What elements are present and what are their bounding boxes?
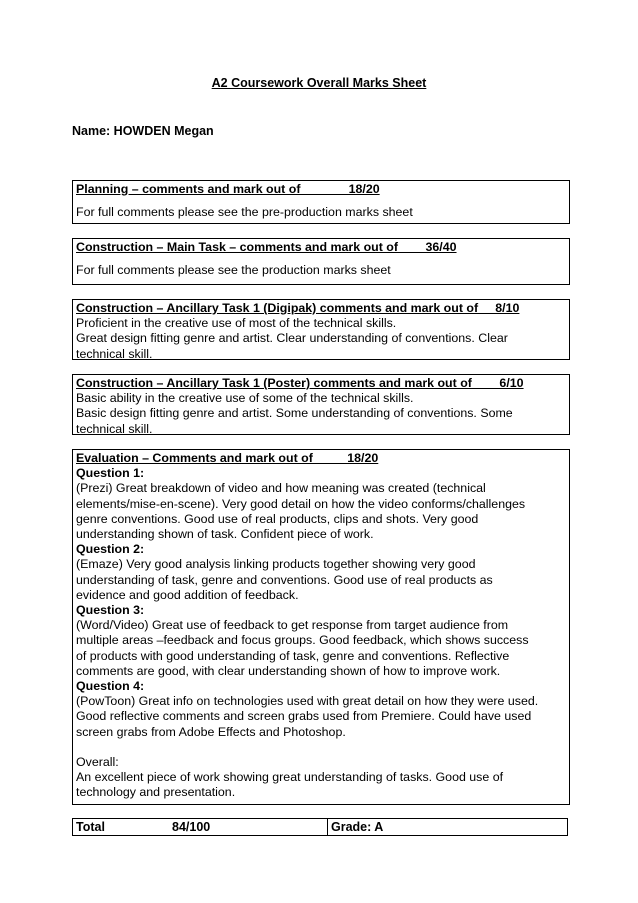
- planning-section: [72, 180, 570, 224]
- construction-main-section: [72, 238, 570, 285]
- comment-line: (PowToon) Great info on technologies used with great detail on how they were used.: [76, 694, 539, 709]
- ancillary-poster-heading: Construction – Ancillary Task 1 (Poster) comments and mark out of 6/10: [76, 376, 524, 390]
- comment-line: elements/mise-en-scene). Very good detail on how the video conforms/challenges: [76, 496, 526, 511]
- total-cell: [73, 819, 328, 836]
- planning-heading: Planning – comments and mark out of 18/20: [76, 182, 380, 196]
- evaluation-heading: Evaluation – Comments and mark out of 18/20: [76, 451, 379, 465]
- comment-line: Basic design fitting genre and artist. Some understanding of conventions. Some: [76, 406, 513, 421]
- construction-main-comment: For full comments please see the production marks sheet: [76, 263, 391, 278]
- comment-line: of products with good understanding of task, genre and conventions. Reflective: [76, 648, 510, 663]
- comment-line: multiple areas –feedback and focus groups. Good feedback, which shows success: [76, 633, 529, 648]
- ancillary-poster-section: [72, 374, 570, 435]
- planning-comment: For full comments please see the pre-production marks sheet: [76, 205, 413, 220]
- comment-line: An excellent piece of work showing great understanding of tasks. Good use of: [76, 770, 504, 785]
- comment-line: technical skill.: [76, 421, 153, 436]
- grade-value: Grade: A: [331, 820, 384, 834]
- question-3-label: Question 3:: [76, 603, 145, 618]
- comment-line: screen grabs from Adobe Effects and Photoshop.: [76, 724, 346, 739]
- overall-label: Overall:: [76, 754, 119, 769]
- total-label: Total: [76, 820, 105, 834]
- comment-line: (Word/Video) Great use of feedback to get response from target audience from: [76, 618, 509, 633]
- comment-line: Great design fitting genre and artist. Clear understanding of conventions. Clear: [76, 331, 508, 346]
- comment-line: technical skill.: [76, 346, 153, 361]
- comment-line: Proficient in the creative use of most of the technical skills.: [76, 316, 397, 331]
- comment-line: understanding of task, genre and conventions. Good use of real products as: [76, 572, 493, 587]
- total-value: 84/100: [172, 820, 211, 834]
- page-title: A2 Coursework Overall Marks Sheet: [211, 76, 427, 90]
- comment-line: (Emaze) Very good analysis linking products together showing very good: [76, 557, 476, 572]
- comment-line: evidence and good addition of feedback.: [76, 587, 299, 602]
- question-2-label: Question 2:: [76, 542, 145, 557]
- comment-line: Good reflective comments and screen grabs used from Premiere. Could have used: [76, 709, 532, 724]
- comment-line: comments are good, with clear understanding shown of how to improve work.: [76, 663, 501, 678]
- comment-line: understanding shown of task. Confident piece of work.: [76, 527, 374, 542]
- comment-line: (Prezi) Great breakdown of video and how meaning was created (technical: [76, 481, 486, 496]
- question-4-label: Question 4:: [76, 679, 145, 694]
- student-name: Name: HOWDEN Megan: [72, 124, 214, 138]
- construction-main-heading: Construction – Main Task – comments and mark out of 36/40: [76, 240, 457, 254]
- total-table: [72, 818, 568, 836]
- comment-line: Basic ability in the creative use of some of the technical skills.: [76, 391, 414, 406]
- ancillary-digipak-heading: Construction – Ancillary Task 1 (Digipak) comments and mark out of 8/10: [76, 301, 520, 315]
- evaluation-section: [72, 449, 570, 805]
- grade-cell: [328, 819, 568, 836]
- comment-line: genre conventions. Good use of real products, clips and shots. Very good: [76, 511, 479, 526]
- ancillary-digipak-section: [72, 299, 570, 360]
- question-1-label: Question 1:: [76, 466, 145, 481]
- comment-line: technology and presentation.: [76, 785, 236, 800]
